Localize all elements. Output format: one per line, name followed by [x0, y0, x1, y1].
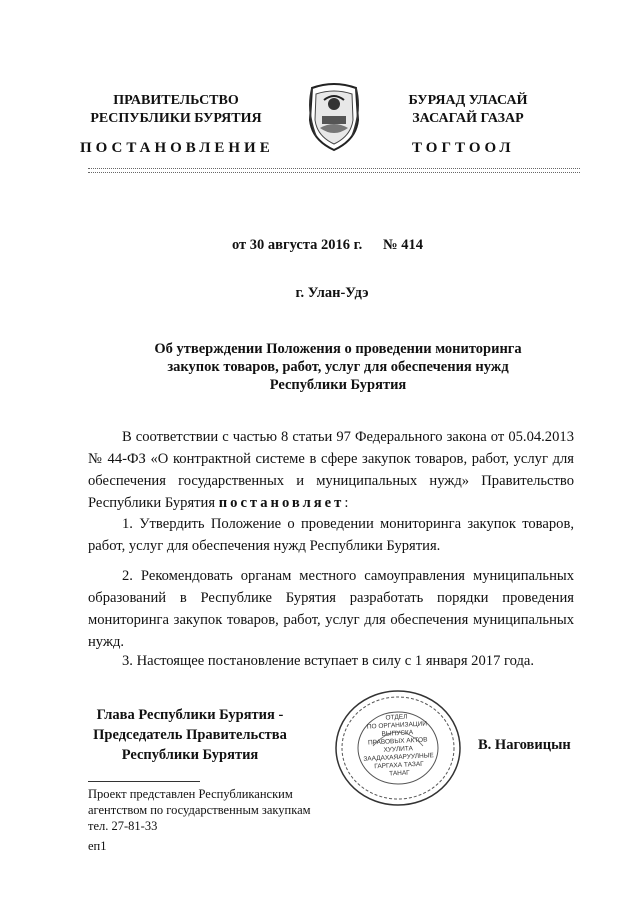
stamp-line: ОТДЕЛ [385, 713, 408, 722]
footer-project-line1: Проект представлен Республиканским [88, 787, 293, 801]
footer-phone: тел. 27-81-33 [88, 819, 158, 833]
header-left-line1: ПРАВИТЕЛЬСТВО [113, 93, 239, 108]
header-divider [88, 168, 580, 169]
footer-rule [88, 781, 200, 782]
header-divider-secondary [88, 172, 580, 173]
preamble-end: : [344, 495, 349, 511]
stamp-line: ТАНАГ [388, 769, 410, 778]
stamp-line: ГАРГАХА ТАЗАГ [374, 760, 424, 771]
stamp-text [356, 712, 439, 780]
signatory-position-line1: Глава Республики Бурятия - [96, 707, 284, 723]
header-left [88, 92, 264, 128]
signatory-position [70, 705, 310, 765]
header-right-line1: БУРЯАД УЛАСАЙ [408, 93, 528, 108]
footer-code: еп1 [88, 839, 107, 853]
header-left-line2: РЕСПУБЛИКИ БУРЯТИЯ [90, 111, 262, 126]
stamp-line: ПО ОРГАНИЗАЦИИ [366, 720, 428, 731]
doc-title-line3: Республики Бурятия [269, 377, 407, 393]
stamp-line: ХУУЛИТА [383, 745, 414, 754]
coat-of-arms-emblem [302, 80, 366, 152]
doc-type-left: ПОСТАНОВЛЕНИЕ [80, 140, 274, 156]
doc-city: г. Улан-Удэ [295, 285, 369, 301]
signatory-position-line3: Республики Бурятия [121, 747, 259, 763]
stamp-line: ВЫПУСКА [381, 729, 414, 738]
stamp-line: ЗААДАХАЯАРУУЛНЫЕ [363, 752, 435, 763]
item-1-paragraph: 1. Утвердить Положение о проведении мониторинга закупок товаров, работ, услуг для обеспечения нужд Республики Бурятия. [88, 516, 574, 554]
signatory-position-line2: Председатель Правительства [93, 727, 287, 743]
doc-date: от 30 августа 2016 г. [232, 237, 363, 253]
item-2-paragraph: 2. Рекомендовать органам местного самоуправления муниципальных образований в Республике Бурятия разработать порядки проведения мониторинга закупок товаров, работ, услуг для обеспечения муниципальных нужд. [88, 568, 574, 650]
stamp-line: ПРАВОВЫХ АКТОВ [367, 736, 428, 747]
emblem-icon [302, 80, 366, 152]
doc-number: № 414 [383, 237, 423, 253]
doc-title-line2: закупок товаров, работ, услуг для обеспечения нужд [167, 359, 509, 375]
footer-project-line2: агентством по государственным закупкам [88, 803, 311, 817]
doc-title-line1: Об утверждении Положения о проведении мониторинга [154, 341, 522, 357]
doc-type-right: ТОГТООЛ [412, 140, 515, 156]
preamble-text: В соответствии с частью 8 статьи 97 Федерального закона от 05.04.2013 № 44-ФЗ «О контрактной системе в сфере закупок товаров, работ, услуг для обеспечения государственных и муниципальных нужд» Правительство Республики Бурятия [88, 429, 574, 511]
header-right-line2: ЗАСАГАЙ ГАЗАР [412, 111, 524, 126]
signatory-name: В. Наговицын [478, 737, 571, 753]
header-right [398, 92, 538, 128]
preamble-action: постановляет [218, 495, 345, 511]
item-3-paragraph: 3. Настоящее постановление вступает в силу с 1 января 2017 года. [122, 653, 535, 669]
footer-project-note [88, 786, 368, 834]
doc-title [88, 340, 588, 394]
preamble-paragraph [88, 426, 574, 514]
